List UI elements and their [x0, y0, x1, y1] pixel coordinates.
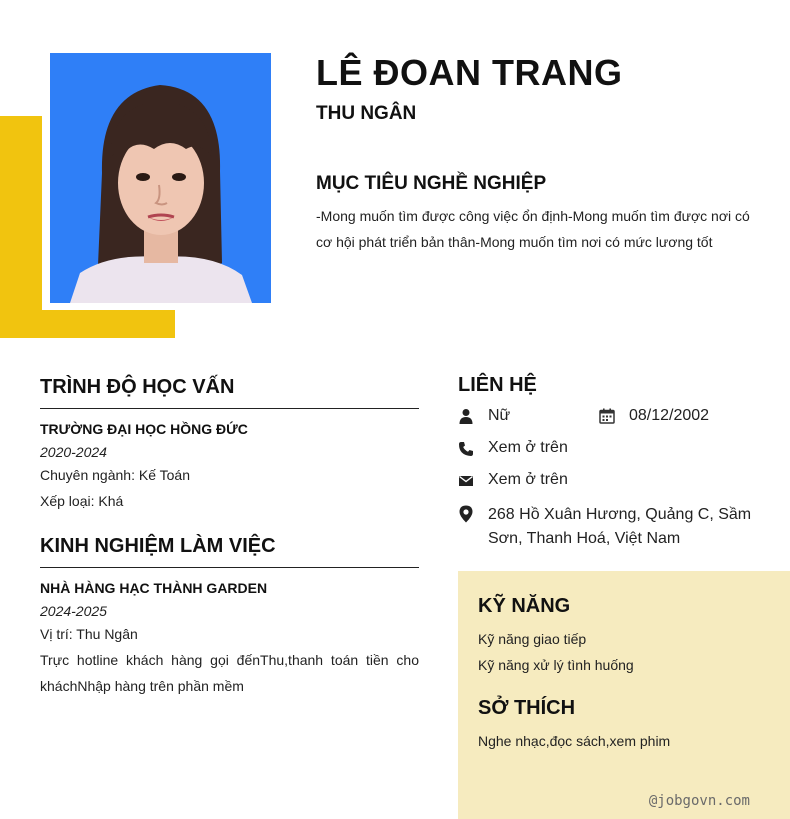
- calendar-icon: [599, 408, 615, 424]
- contact-gender: Nữ: [488, 407, 511, 424]
- school-name: TRƯỜNG ĐẠI HỌC HỒNG ĐỨC: [40, 421, 248, 437]
- skill-item: Kỹ năng xử lý tình huống: [478, 657, 634, 673]
- skills-title: KỸ NĂNG: [478, 595, 571, 617]
- watermark: @jobgovn.com: [648, 793, 750, 809]
- experience-years: 2024-2025: [40, 603, 107, 619]
- skill-item: Kỹ năng giao tiếp: [478, 631, 587, 647]
- education-grade: Xếp loại: Khá: [40, 493, 124, 509]
- candidate-role: THU NGÂN: [316, 103, 417, 124]
- divider: [40, 408, 419, 409]
- education-major: Chuyên ngành: Kế Toán: [40, 467, 190, 483]
- objective-title: MỤC TIÊU NGHỀ NGHIỆP: [316, 173, 547, 194]
- contact-address: 268 Hồ Xuân Hương, Quảng C, Sầm Sơn, Thanh Hoá, Việt Nam: [488, 506, 752, 547]
- contact-email[interactable]: Xem ở trên: [488, 471, 568, 488]
- experience-description: Trực hotline khách hàng gọi đếnThu,thanh toán tiền cho kháchNhập hàng trên phần mềm: [40, 652, 419, 694]
- email-icon: [458, 473, 474, 489]
- education-years: 2020-2024: [40, 444, 107, 460]
- hobbies-text: Nghe nhạc,đọc sách,xem phim: [478, 733, 671, 749]
- experience-position: Vị trí: Thu Ngân: [40, 626, 138, 642]
- contact-birthday: 08/12/2002: [629, 407, 710, 424]
- experience-title: KINH NGHIỆM LÀM VIỆC: [40, 535, 276, 557]
- company-name: NHÀ HÀNG HẠC THÀNH GARDEN: [40, 580, 268, 596]
- contact-phone[interactable]: Xem ở trên: [488, 439, 568, 456]
- objective-text: -Mong muốn tìm được công việc ổn định-Mong muốn tìm được nơi có cơ hội phát triển bản thân-Mong muốn tìm nơi có mức lương tốt: [316, 208, 750, 250]
- experience-section: [40, 535, 419, 699]
- education-title: TRÌNH ĐỘ HỌC VẤN: [40, 376, 235, 398]
- education-section: [40, 376, 419, 514]
- person-icon: [458, 408, 474, 424]
- skills-hobbies-panel: [458, 571, 790, 819]
- hobbies-title: SỞ THÍCH: [478, 697, 576, 719]
- profile-photo: [50, 53, 271, 303]
- phone-icon: [458, 441, 474, 457]
- candidate-name: LÊ ĐOAN TRANG: [316, 52, 623, 93]
- location-pin-icon: [458, 505, 474, 523]
- contact-title: LIÊN HỆ: [458, 374, 537, 396]
- divider: [40, 567, 419, 568]
